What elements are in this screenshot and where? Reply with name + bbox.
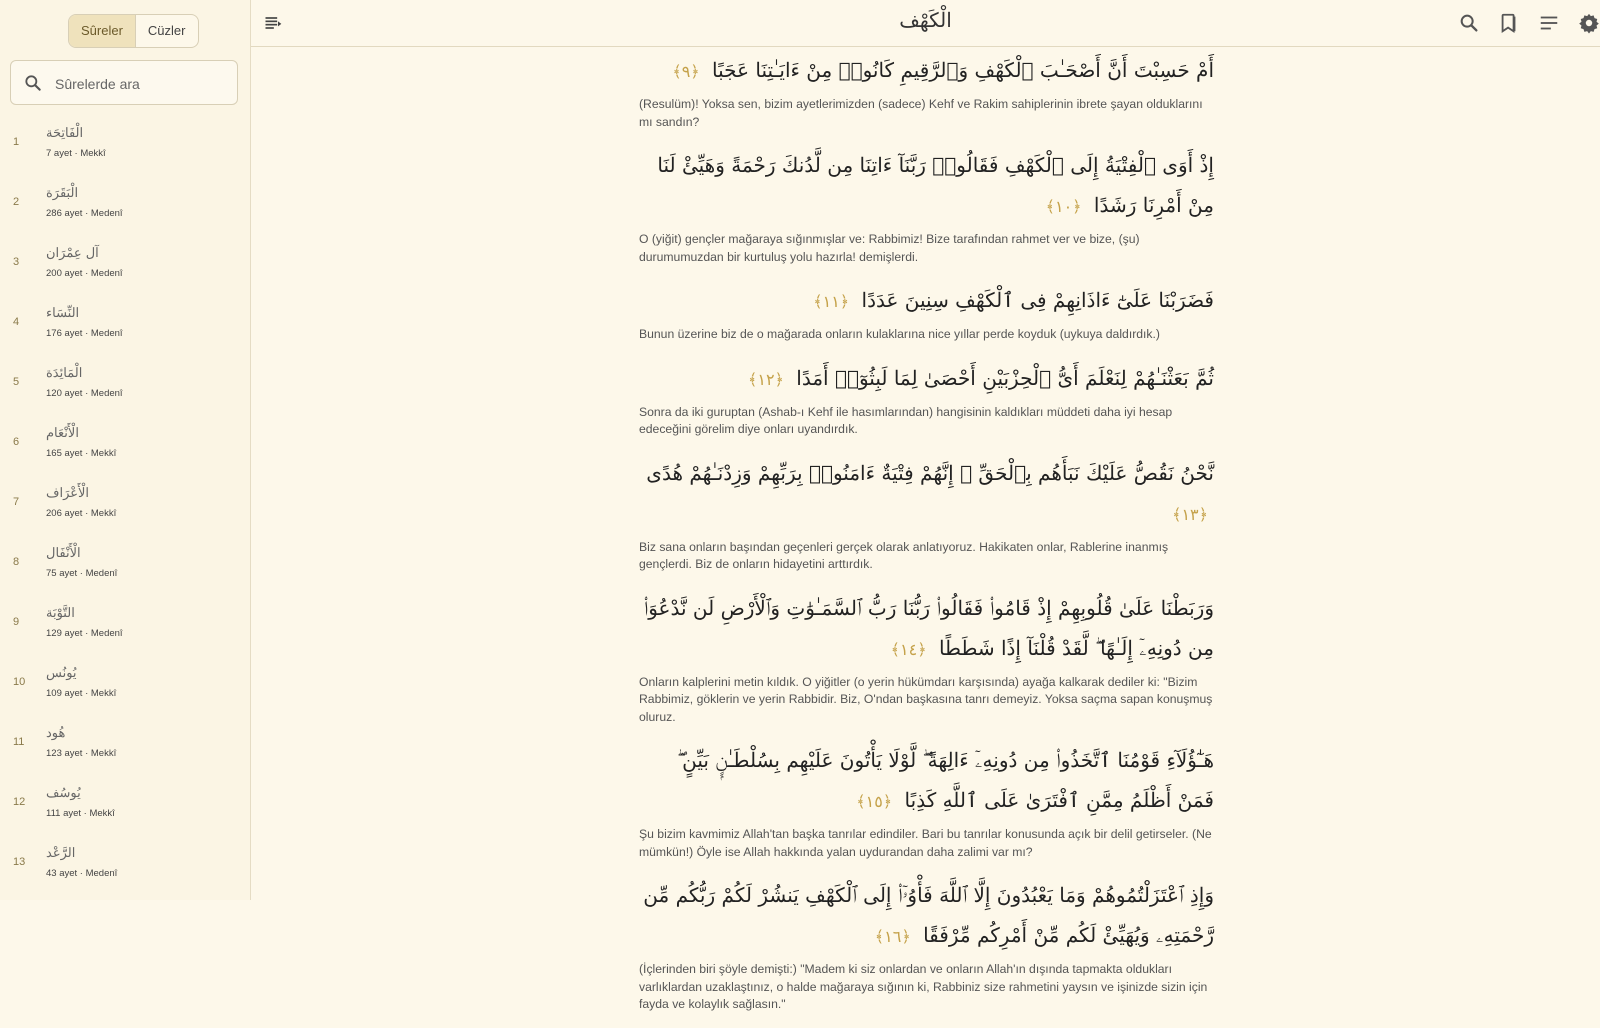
verse-text: ثُمَّ بَعَثْنَـٰهُمْ لِنَعْلَمَ أَىُّ ٱلْحِزْبَيْنِ أَحْصَىٰ لِمَا لَبِثُوٓا۟ أَمَدًا [796,365,1214,390]
surah-list-item[interactable] [0,652,250,712]
surah-list-item[interactable] [0,712,250,772]
verse-arabic [639,740,1214,822]
surah-list [0,112,250,892]
ayah-number: ﴿١٠﴾ [1045,197,1082,216]
search-icon[interactable] [1458,12,1480,34]
verse-arabic [639,145,1214,227]
verse-block[interactable] [639,740,1214,861]
surah-list-item[interactable] [0,412,250,472]
surah-search-box[interactable] [10,60,238,105]
search-icon [23,73,43,93]
verse-block[interactable] [639,145,1214,266]
surah-number: 8 [13,556,20,568]
surah-name: الْأَنْفَال [46,546,81,561]
surah-meta: 123 ayet · Mekkî [46,748,117,759]
surah-number: 4 [13,316,20,328]
verse-translation: (İçlerinden biri şöyle demişti:) "Madem ki siz onlardan ve onların Allah'ın dışında tapmakta oldukları varlıklardan uzaklaştınız, o halde mağaraya sığının ki, Rabbiniz size rahmetini yaysın ve işinizde sizin için fayda ve kolaylık sağlasın." [639,962,1208,1011]
surah-number: 5 [13,376,20,388]
surah-meta: 109 ayet · Mekkî [46,688,117,699]
verse-list [639,50,1214,1028]
verse-text: أَمْ حَسِبْتَ أَنَّ أَصْحَـٰبَ ٱلْكَهْفِ وَٱلرَّقِيمِ كَانُوا۟ مِنْ ءَايَـٰتِنَا عَجَبًا [712,58,1214,82]
ayah-number: ﴿١٤﴾ [890,639,927,659]
surah-list-item[interactable] [0,532,250,592]
surah-name: يُونُس [46,666,77,681]
surah-list-item[interactable] [0,172,250,232]
surah-meta: 176 ayet · Medenî [46,328,123,339]
verse-text: وَإِذِ ٱعْتَزَلْتُمُوهُمْ وَمَا يَعْبُدُونَ إِلَّا ٱللَّهَ فَأْوُۥٓا۟ إِلَى ٱلْكَهْفِ يَنشُرْ لَكُمْ رَبُّكُم مِّن رَّحْمَتِهِۦ وَيُهَيِّئْ لَكُم مِّنْ أَمْرِكُم مِّرْفَقًا [643,883,1214,947]
surah-meta: 43 ayet · Medenî [46,868,118,879]
verse-block[interactable] [639,875,1214,1014]
surah-number: 10 [13,676,26,688]
verse-arabic [639,875,1214,957]
surah-search-input[interactable] [53,69,232,99]
surah-number: 3 [13,256,20,268]
verse-translation: Sonra da iki guruptan (Ashab-ı Kehf ile hasımlarından) hangisinin kaldıkları müddeti daha iyi hesap edeceğini görelim diye onları uyandırdık. [639,404,1173,436]
surah-list-item[interactable] [0,472,250,532]
surah-number: 6 [13,436,20,448]
surah-number: 13 [13,856,26,868]
verse-arabic [639,50,1214,92]
surah-number: 7 [13,496,20,508]
surah-list-item[interactable] [0,352,250,412]
verse-block[interactable] [639,50,1214,131]
tab-sureler[interactable]: Sûreler [69,15,136,47]
surah-list-item[interactable] [0,832,250,892]
surah-list-item[interactable] [0,772,250,832]
surah-number: 9 [13,616,20,628]
verse-translation: Biz sana onların başından geçenleri gerçek olarak anlatıyoruz. Hakikaten onlar, Rablerine inanmış gençlerdi. Biz de onların hidayetini arttırdık. [639,539,1169,571]
verse-text: فَضَرَبْنَا عَلَىٰٓ ءَاذَانِهِمْ فِى ٱلْكَهْفِ سِنِينَ عَدَدًا [861,288,1214,312]
verse-block[interactable] [639,453,1214,574]
ayah-number: ﴿١٥﴾ [856,792,893,811]
surah-meta: 286 ayet · Medenî [46,208,123,219]
verse-text: إِذْ أَوَى ٱلْفِتْيَةُ إِلَى ٱلْكَهْفِ فَقَالُوا۟ رَبَّنَآ ءَاتِنَا مِن لَّدُنكَ رَحْمَةً وَهَيِّئْ لَنَا مِنْ أَمْرِنَا رَشَدًا [657,153,1214,217]
verse-translation: Onların kalplerini metin kıldık. O yiğitler (o yerin hükümdarı karşısında) ayağa kalkarak dediler ki: "Bizim Rabbimiz, göklerin ve yerin Rabbidir. Biz, O'ndan başkasına tanrı demeyiz. Yoksa saçma sapan konuşmuş oluruz. [639,674,1213,724]
verse-arabic [639,358,1214,400]
surah-name: آل عِمْرَان [46,246,99,261]
surah-name: النِّسَاء [46,306,80,321]
ayah-number: ﴿١٦﴾ [874,927,911,946]
verse-translation: O (yiğit) gençler mağaraya sığınmışlar ve: Rabbimiz! Bize tarafından rahmet ver ve bize, (şu) durumumuzdan bir kurtuluş yolu hazırla! demişlerdi. [639,232,1140,264]
surah-meta: 7 ayet · Mekkî [46,148,106,159]
tab-cuzler[interactable]: Cüzler [147,23,186,38]
notes-icon[interactable] [1538,12,1560,34]
verse-arabic [639,588,1214,670]
verse-text: وَرَبَطْنَا عَلَىٰ قُلُوبِهِمْ إِذْ قَامُوا۟ فَقَالُوا۟ رَبُّنَا رَبُّ ٱلسَّمَـٰوَٰتِ وَٱلْأَرْضِ لَن نَّدْعُوَا۟ مِن دُونِهِۦٓ إِلَـٰهًا ۖ لَّقَدْ قُلْنَآ إِذًا شَطَطًا [643,595,1214,660]
surah-meta: 165 ayet · Mekkî [46,448,117,459]
surah-name: يُوسُف [46,786,81,801]
surah-list-item[interactable] [0,232,250,292]
verse-text: نَّحْنُ نَقُصُّ عَلَيْكَ نَبَأَهُم بِٱلْحَقِّ ۚ إِنَّهُمْ فِتْيَةٌ ءَامَنُوا۟ بِرَبِّهِمْ وَزِدْنَـٰهُمْ هُدًى [646,460,1214,485]
top-bar [251,0,1600,47]
verse-block[interactable] [639,280,1214,344]
verse-block[interactable] [639,588,1214,727]
surah-name: هُود [46,726,66,741]
verse-block[interactable] [639,358,1214,439]
ayah-number: ﴿١٣﴾ [1172,504,1208,524]
surah-name: الْمَائِدَة [46,366,83,381]
surah-name: الْأَعْرَاف [46,486,90,501]
surah-name: الْبَقَرَة [46,186,79,201]
surah-list-item[interactable] [0,292,250,352]
sidebar [0,0,251,900]
surah-number: 11 [13,736,25,748]
surah-name: الرَّعْد [46,846,76,861]
verse-translation: Bunun üzerine biz de o mağarada onların kulaklarına nice yıllar perde koyduk (uykuya daldırdık.) [639,327,1160,341]
verse-arabic [639,453,1214,535]
surah-meta: 75 ayet · Medenî [46,568,118,579]
ayah-number: ﴿١٢﴾ [747,369,784,389]
surah-number: 12 [13,796,26,808]
segment-control [68,14,199,48]
page-title: الْكَهْف [899,8,952,32]
surah-meta: 111 ayet · Mekkî [46,808,115,819]
bookmark-icon[interactable] [1498,12,1520,34]
surah-number: 1 [13,136,20,148]
surah-meta: 120 ayet · Medenî [46,388,123,399]
surah-number: 2 [13,196,20,208]
surah-list-item[interactable] [0,112,250,172]
ayah-number: ﴿١١﴾ [813,292,850,311]
surah-name: التَّوْبَة [46,606,75,621]
surah-meta: 129 ayet · Medenî [46,628,123,639]
ayah-number: ﴿٩﴾ [672,62,700,81]
settings-icon[interactable] [1578,12,1600,34]
surah-meta: 206 ayet · Mekkî [46,508,117,519]
surah-name: الْفَاتِحَة [46,126,84,141]
surah-name: الْأَنْعَام [46,426,79,441]
verse-translation: Şu bizim kavmimiz Allah'tan başka tanrılar edindiler. Bari bu tanrılar konusunda açık bir delil getirseler. (Ne mümkün!) Öyle ise Allah hakkında yalan uydurandan daha zalimi var mı? [639,827,1212,859]
verse-translation: (Resulüm)! Yoksa sen, bizim ayetlerimizden (sadece) Kehf ve Rakim sahiplerinin ibrete şayan olduklarını mı sandın? [639,97,1203,129]
surah-meta: 200 ayet · Medenî [46,268,123,279]
verse-text: هَـٰٓؤُلَآءِ قَوْمُنَا ٱتَّخَذُوا۟ مِن دُونِهِۦٓ ءَالِهَةً ۖ لَّوْلَا يَأْتُونَ عَلَيْهِم بِسُلْطَـٰنٍۭ بَيِّنٍ ۖ فَمَنْ أَظْلَمُ مِمَّنِ ٱفْتَرَىٰ عَلَى ٱللَّهِ كَذِبًا [677,748,1214,812]
surah-list-item[interactable] [0,592,250,652]
verse-arabic [639,280,1214,322]
